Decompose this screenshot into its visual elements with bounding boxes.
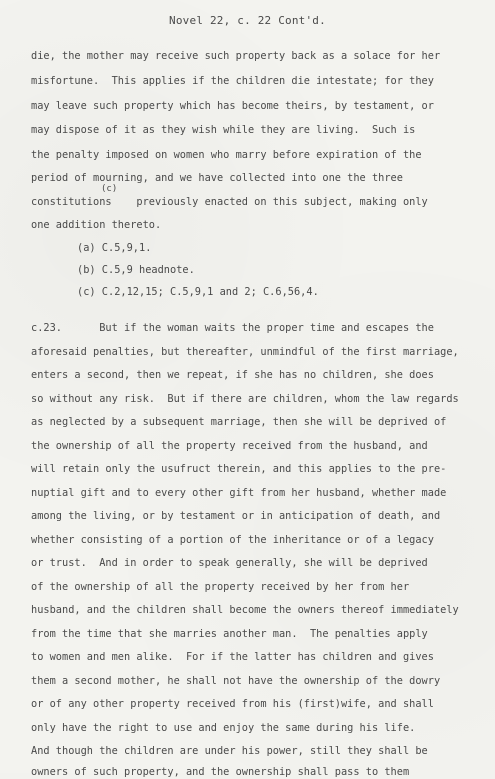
text-line: c.23. But if the woman waits the proper time and escapes the <box>31 322 434 334</box>
text-line: die, the mother may receive such property back as a solace for her <box>31 50 441 62</box>
text-line: period of mourning, and we have collected into one the three <box>31 172 403 184</box>
text-line: enters a second, then we repeat, if she has no children, she does <box>31 369 434 381</box>
page-header: Novel 22, c. 22 Cont'd. <box>169 14 326 27</box>
text-line: from the time that she marries another man. The penalties apply <box>31 628 428 640</box>
footnote-marker: (c) <box>101 184 118 194</box>
text-line: misfortune. This applies if the children die intestate; for they <box>31 75 434 87</box>
text-line: so without any risk. But if there are children, whom the law regards <box>31 393 459 405</box>
footnote: (c) C.2,12,15; C.5,9,1 and 2; C.6,56,4. <box>77 286 319 298</box>
text-line: husband, and the children shall become the owners thereof immediately <box>31 604 459 616</box>
text-line: And though the children are under his power, still they shall be <box>31 745 428 757</box>
text-line: to women and men alike. For if the latter has children and gives <box>31 651 434 663</box>
text-line: whether consisting of a portion of the inheritance or of a legacy <box>31 534 434 546</box>
text-line: the penalty imposed on women who marry before expiration of the <box>31 149 422 161</box>
text-line: owners of such property, and the ownership shall pass to them <box>31 766 410 778</box>
text-line: will retain only the usufruct therein, and this applies to the pre- <box>31 463 447 475</box>
text-line: or of any other property received from his (first)wife, and shall <box>31 698 434 710</box>
footnote: (a) C.5,9,1. <box>77 242 152 254</box>
text-line: the ownership of all the property received from the husband, and <box>31 440 428 452</box>
text-line: nuptial gift and to every other gift from her husband, whether made <box>31 487 447 499</box>
text-line: of the ownership of all the property received by her from her <box>31 581 410 593</box>
text-line: constitutions previously enacted on this subject, making only <box>31 196 428 208</box>
text-line: one addition thereto. <box>31 219 162 231</box>
text-line: may leave such property which has become theirs, by testament, or <box>31 100 434 112</box>
text-line: as neglected by a subsequent marriage, then she will be deprived of <box>31 416 447 428</box>
text-line: only have the right to use and enjoy the same during his life. <box>31 722 416 734</box>
text-line: or trust. And in order to speak generally, she will be deprived <box>31 557 428 569</box>
text-line: may dispose of it as they wish while they are living. Such is <box>31 124 416 136</box>
footnote: (b) C.5,9 headnote. <box>77 264 195 276</box>
text-line: among the living, or by testament or in anticipation of death, and <box>31 510 441 522</box>
text-line: them a second mother, he shall not have the ownership of the dowry <box>31 675 441 687</box>
text-line: aforesaid penalties, but thereafter, unmindful of the first marriage, <box>31 346 459 358</box>
